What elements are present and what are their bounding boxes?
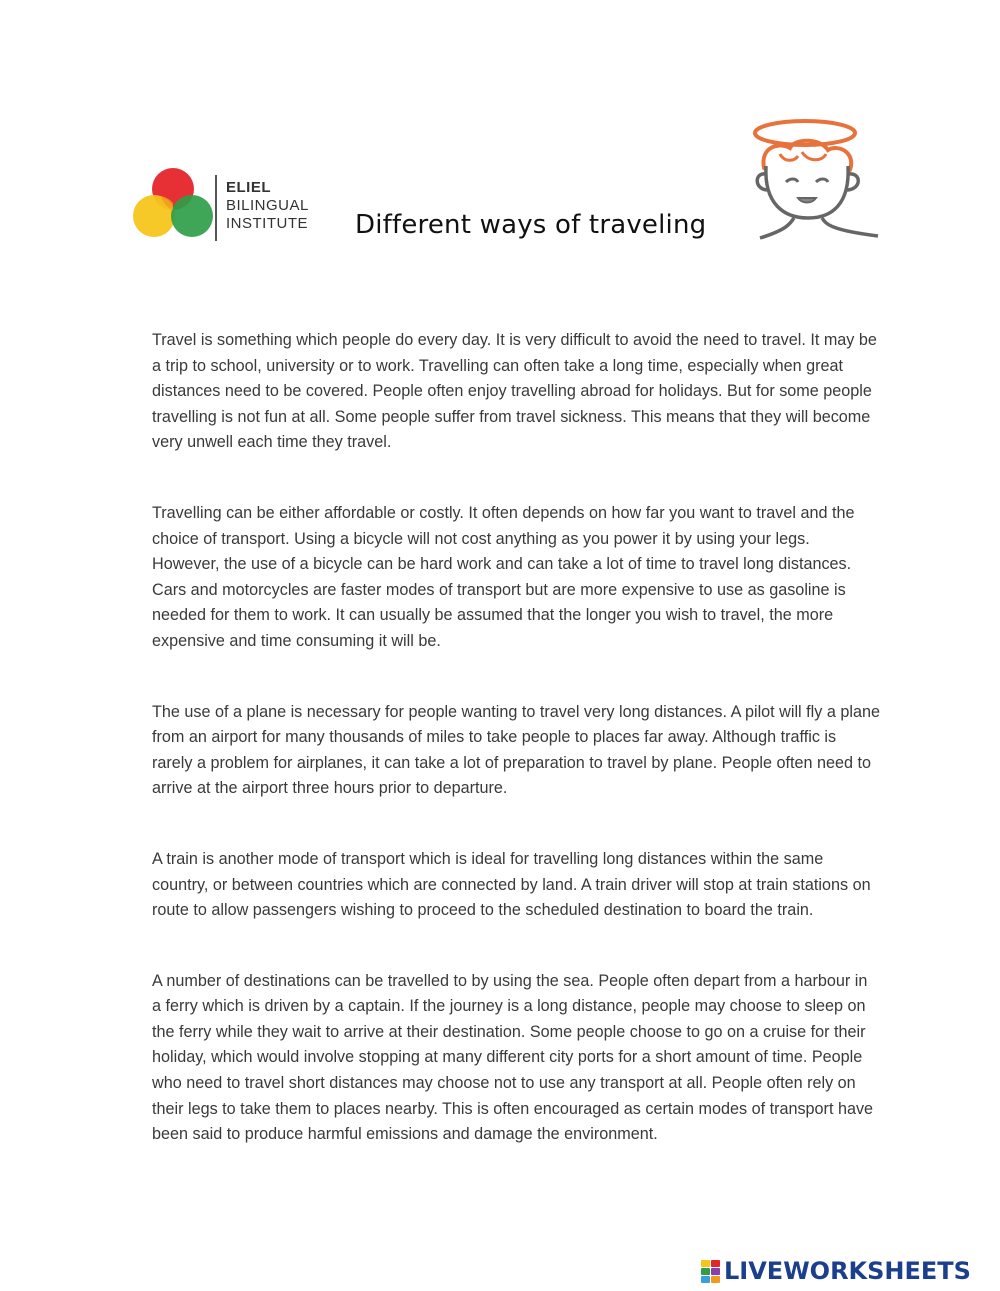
- logo-line-2: BILINGUAL: [226, 197, 309, 214]
- logo-text: [226, 179, 309, 233]
- logo-divider: [215, 175, 217, 241]
- paragraph: A train is another mode of transport which is ideal for travelling long distances within the same country, or between countries which are connected by land. A train driver will stop at train stations on route to allow passengers wishing to proceed to the scheduled destination to board the train.: [152, 849, 871, 920]
- brand-text: LIVEWORKSHEETS: [724, 1257, 971, 1285]
- boy-with-chef-hat-icon: [750, 118, 890, 243]
- logo-line-3: INSTITUTE: [226, 215, 308, 232]
- mascot-illustration: [750, 118, 890, 248]
- institute-logo: [130, 165, 330, 245]
- paragraph: A number of destinations can be travelled to by using the sea. People often depart from a harbour in a ferry which is driven by a captain. If the journey is a long distance, people may choose to sleep on the ferry while they wait to arrive at their destination. Some people choose to go on a cruise for their holiday, which would involve stopping at many different city ports for a short amount of time. People who need to travel short distances may choose not to use any transport at all. People often rely on their legs to take them to places nearby. This is often encouraged as certain modes of transport have been said to produce harmful emissions and damage the environment.: [152, 971, 874, 1144]
- liveworksheets-logo-icon: [700, 1258, 722, 1284]
- liveworksheets-brand[interactable]: [700, 1257, 971, 1286]
- paragraph: Travelling can be either affordable or costly. It often depends on how far you want to travel and the choice of transport. Using a bicycle will not cost anything as you power it by using your legs. However, the use of a bicycle can be hard work and can take a lot of time to travel long distances. Cars and motorcycles are faster modes of transport but are more expensive to use as gasoline is needed for them to work. It can usually be assumed that the longer you wish to travel, the more expensive and time consuming it will be.: [152, 503, 855, 650]
- reading-passage: [152, 328, 880, 1193]
- page-title: Different ways of traveling: [355, 210, 707, 240]
- logo-circles-icon: [130, 165, 220, 245]
- paragraph: The use of a plane is necessary for people wanting to travel very long distances. A pilot will fly a plane from an airport for many thousands of miles to take people to places far away. Although traffic is rarely a problem for airplanes, it can take a lot of preparation to travel by plane. People often need to arrive at the airport three hours prior to departure.: [152, 702, 880, 798]
- paragraph: Travel is something which people do every day. It is very difficult to avoid the need to travel. It may be a trip to school, university or to work. Travelling can often take a long time, especially when great distances need to be covered. People often enjoy travelling abroad for holidays. But for some people travelling is not fun at all. Some people suffer from travel sickness. This means that they will become very unwell each time they travel.: [152, 331, 877, 452]
- logo-line-1: ELIEL: [226, 179, 272, 196]
